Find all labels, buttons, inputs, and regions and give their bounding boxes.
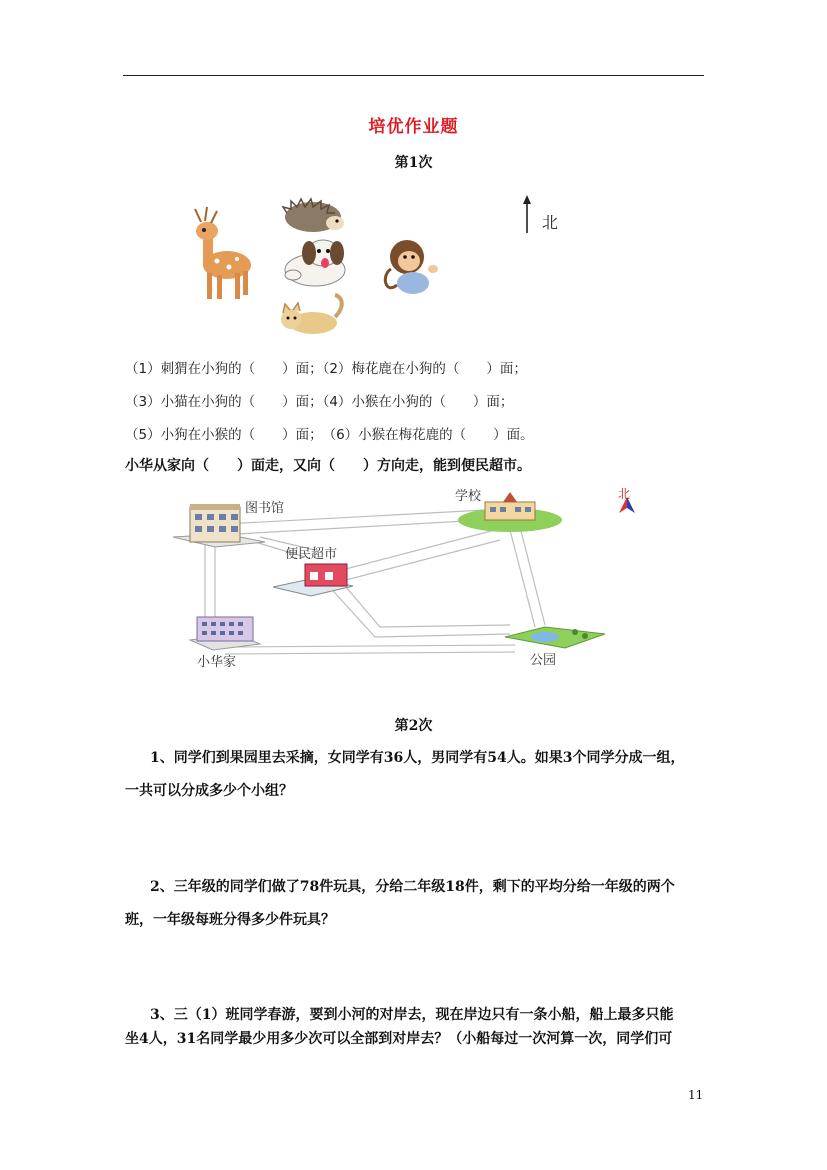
map-label-library: 图书馆 — [245, 501, 285, 516]
problem-3-line-1: 3、三（1）班同学春游，要到小河的对岸去，现在岸边只有一条小船，船上最多只能 — [150, 1007, 674, 1023]
map-question: 小华从家向（ ）面走，又向（ ）方向走，能到便民超市。 — [125, 458, 531, 474]
problem-3-line-2: 坐4人，31名同学最少用多少次可以全部到对岸去？（小船每过一次河算一次，同学们可 — [125, 1031, 673, 1047]
question-line-2: （3）小猫在小狗的（ ）面；（4）小猴在小狗的（ ）面； — [125, 394, 514, 410]
page-title: 培优作业题 — [368, 117, 459, 137]
map-label-supermarket: 便民超市 — [285, 547, 338, 562]
map-label-park: 公园 — [530, 653, 557, 668]
cat-illustration — [281, 295, 342, 334]
page-number: 11 — [688, 1088, 704, 1102]
monkey-illustration — [385, 240, 438, 294]
north-arrow-icon — [518, 195, 538, 235]
north-label: 北 — [542, 213, 559, 232]
supermarket-building — [273, 564, 353, 596]
dog-illustration — [285, 240, 345, 286]
animals-illustration — [185, 195, 455, 345]
map-north-label: 北 — [618, 487, 631, 501]
deer-illustration — [195, 207, 251, 299]
question-line-3: （5）小狗在小猴的（ ）面； （6）小猴在梅花鹿的（ ）面。 — [125, 427, 534, 443]
home-building — [190, 617, 260, 650]
section-heading-2: 第2次 — [394, 718, 433, 734]
map-label-school: 学校 — [455, 489, 482, 504]
map-label-home: 小华家 — [197, 655, 237, 670]
section-heading-1: 第1次 — [394, 155, 433, 171]
problem-2-line-2: 班，一年级每班分得多少件玩具？ — [125, 912, 335, 928]
park-area — [505, 627, 605, 648]
map-roads — [205, 510, 545, 654]
question-line-1: （1）刺猬在小狗的（ ）面；（2）梅花鹿在小狗的（ ）面； — [125, 361, 527, 377]
problem-1-line-2: 一共可以分成多少个小组？ — [125, 783, 293, 799]
problem-1-line-1: 1、同学们到果园里去采摘，女同学有36人，男同学有54人。如果3个同学分成一组， — [150, 750, 685, 766]
problem-2-line-1: 2、三年级的同学们做了78件玩具，分给二年级18件，剩下的平均分给一年级的两个 — [150, 879, 675, 895]
route-map — [165, 482, 655, 682]
hedgehog-illustration — [283, 199, 344, 232]
header-rule — [123, 75, 704, 76]
